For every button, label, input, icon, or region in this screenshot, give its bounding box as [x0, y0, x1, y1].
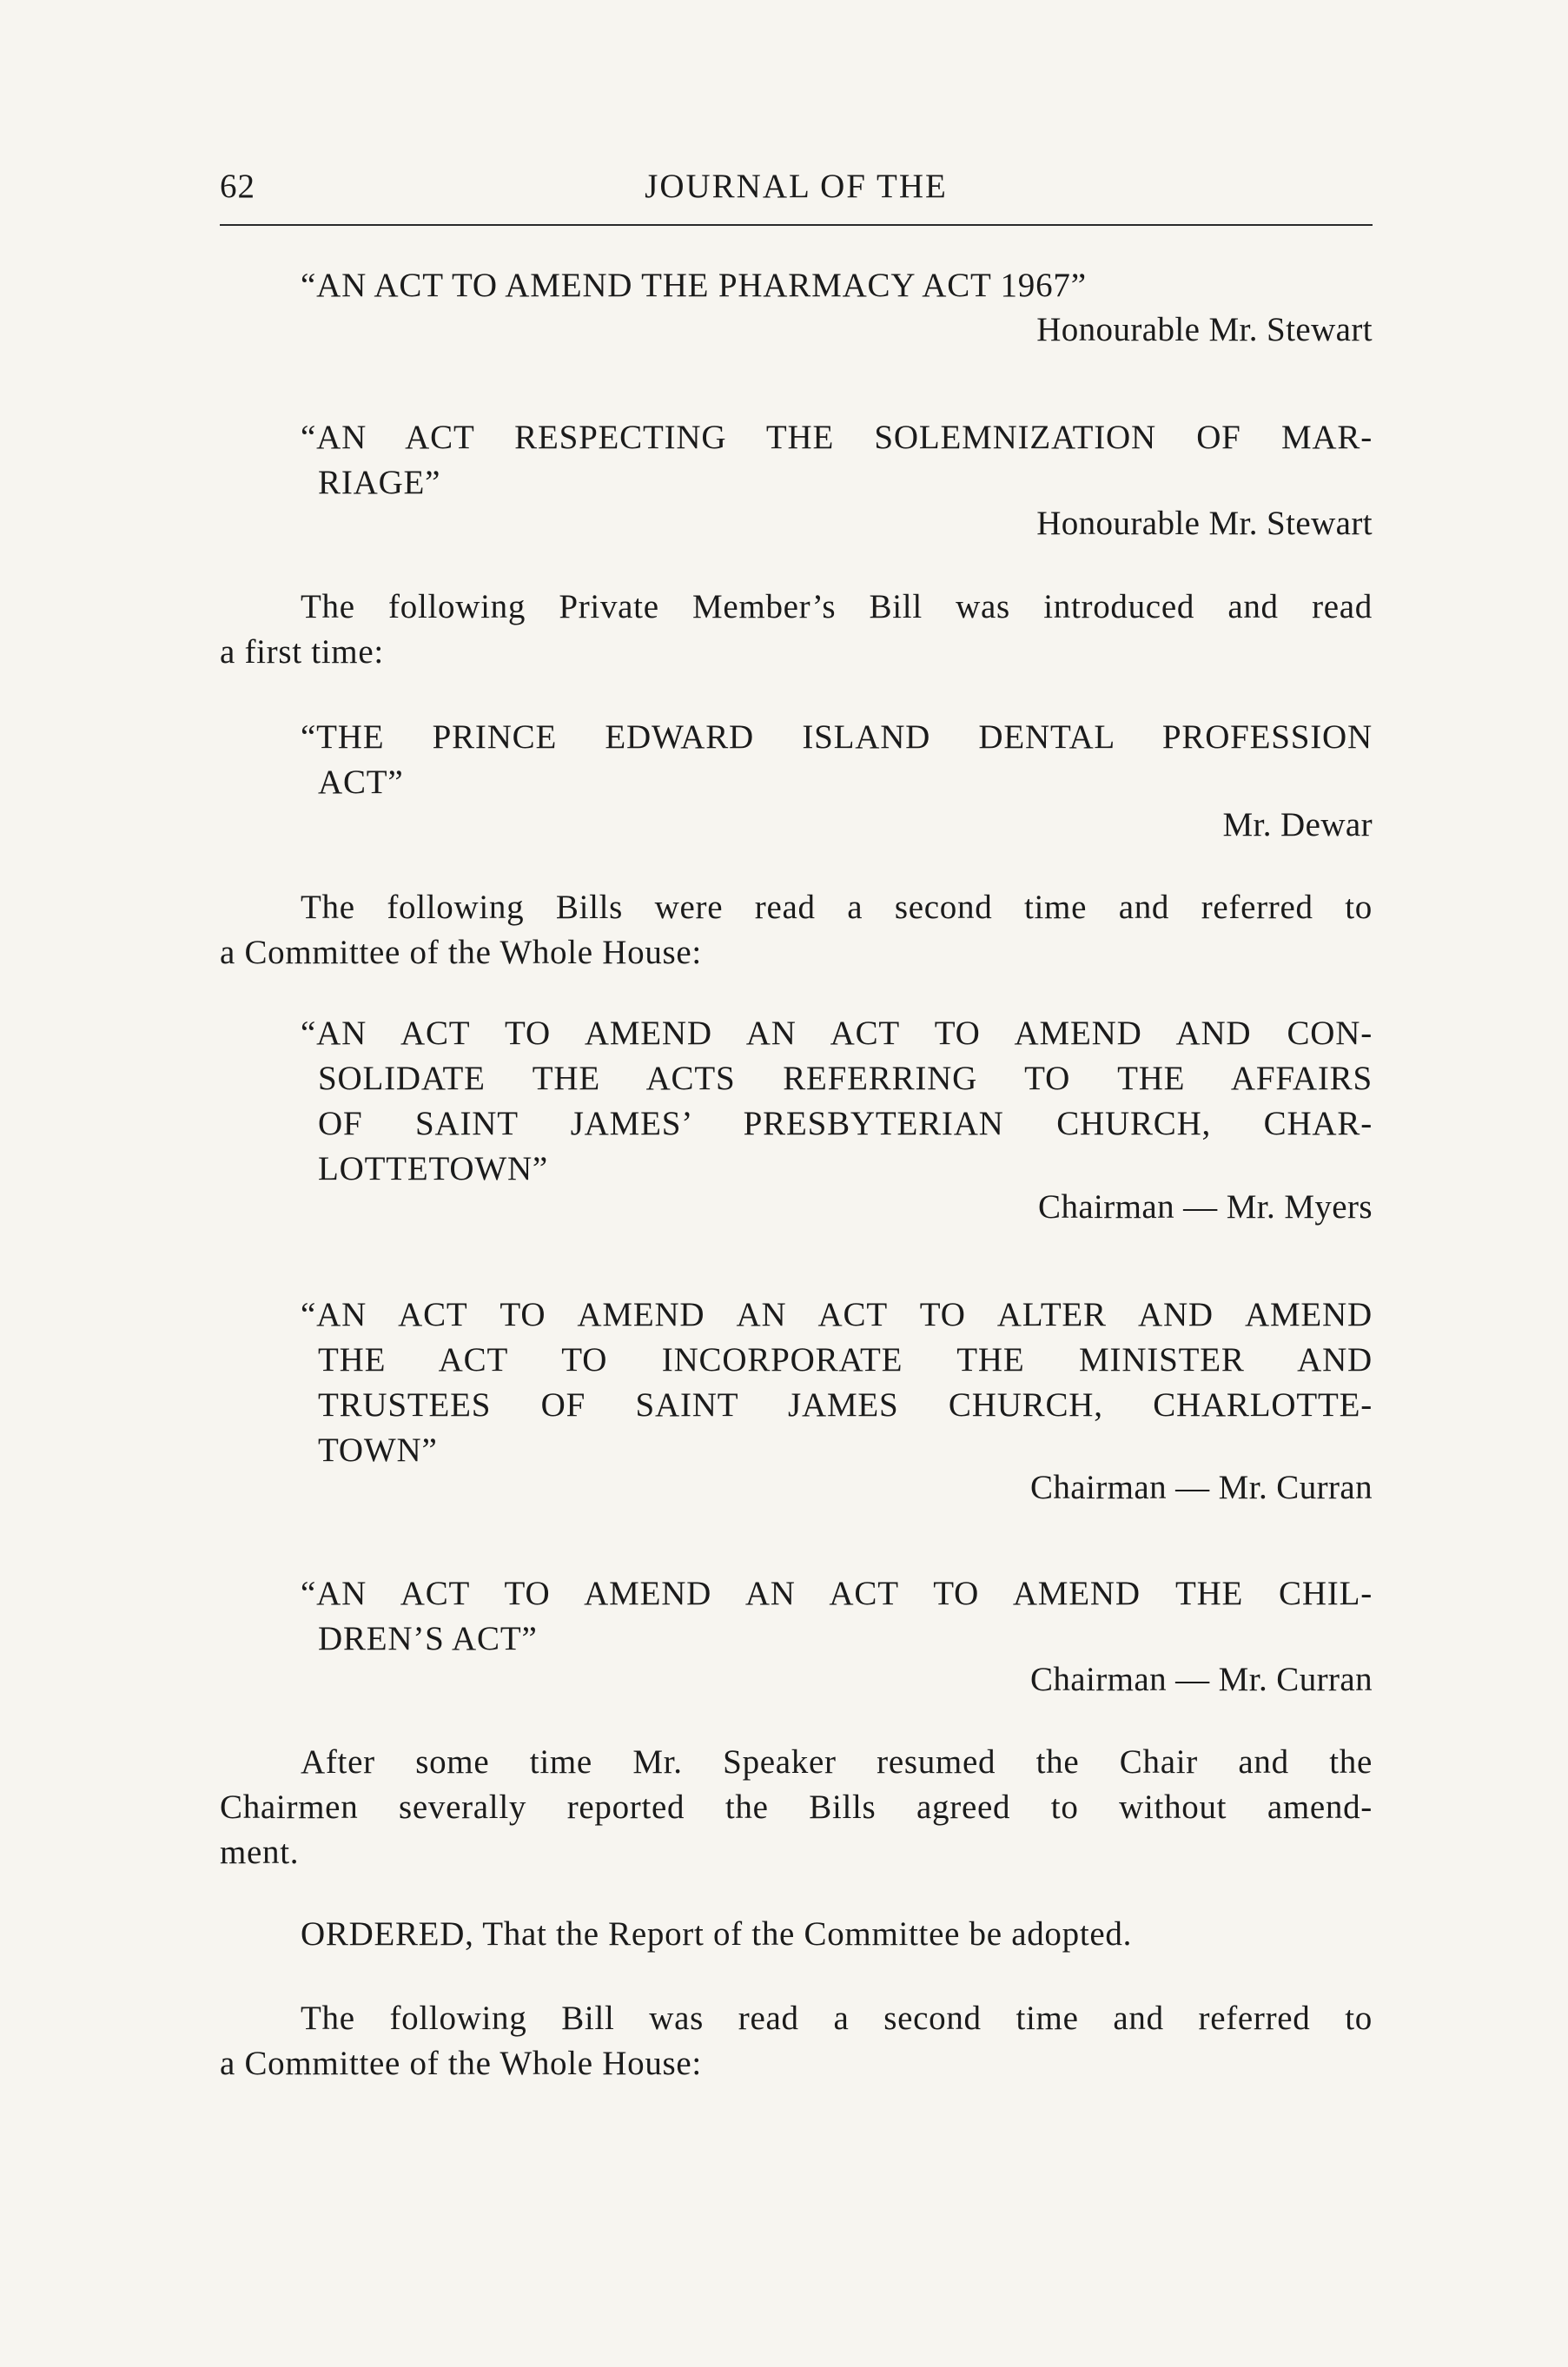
bill-title — [301, 1011, 1373, 1192]
bill-sponsor: Chairman — Mr. Curran — [1029, 1469, 1373, 1506]
bill-title — [301, 1293, 1373, 1473]
bill-title-line: DREN’S ACT” — [318, 1620, 538, 1657]
journal-paragraph — [220, 585, 1373, 675]
paragraph-line: The following Private Member’s Bill was introduced and read — [301, 588, 1373, 625]
journal-paragraph — [220, 885, 1373, 975]
bill-title — [301, 1571, 1373, 1662]
bill-title-line: THE ACT TO INCORPORATE THE MINISTER AND — [318, 1341, 1373, 1379]
paragraph-line: a Committee of the Whole House: — [220, 2045, 702, 2082]
header-rule — [220, 224, 1373, 226]
paragraph-line: ORDERED, That the Report of the Committee be adopted. — [301, 1915, 1133, 1953]
bill-sponsor: Mr. Dewar — [1222, 806, 1373, 843]
bill-title — [301, 715, 1373, 805]
bill-sponsor: Honourable Mr. Stewart — [1036, 505, 1373, 542]
paragraph-line: After some time Mr. Speaker resumed the Chair and the — [301, 1743, 1373, 1781]
bill-title-line: SOLIDATE THE ACTS REFERRING TO THE AFFAIRS — [318, 1060, 1373, 1097]
journal-paragraph — [220, 1912, 1373, 1957]
bill-title-line: “AN ACT TO AMEND AN ACT TO AMEND THE CHIL- — [301, 1575, 1373, 1612]
journal-paragraph — [220, 1740, 1373, 1875]
bill-sponsor: Chairman — Mr. Curran — [1029, 1661, 1373, 1698]
bill-title-line: “AN ACT TO AMEND AN ACT TO AMEND AND CON- — [301, 1015, 1373, 1052]
page-number: 62 — [220, 168, 255, 205]
bill-title — [301, 415, 1373, 506]
bill-title-line: TRUSTEES OF SAINT JAMES CHURCH, CHARLOTTE- — [318, 1386, 1373, 1424]
paragraph-line: The following Bills were read a second time and referred to — [301, 889, 1373, 926]
paragraph-line: ment. — [220, 1834, 300, 1871]
bill-title-line: LOTTETOWN” — [318, 1150, 549, 1187]
paragraph-line: a Committee of the Whole House: — [220, 934, 702, 971]
bill-title-line: OF SAINT JAMES’ PRESBYTERIAN CHURCH, CHAR- — [318, 1105, 1373, 1142]
bill-title — [301, 263, 1373, 308]
bill-title-line: “THE PRINCE EDWARD ISLAND DENTAL PROFESSION — [301, 718, 1373, 756]
paragraph-line: The following Bill was read a second time and referred to — [301, 2000, 1373, 2037]
bill-sponsor: Honourable Mr. Stewart — [1036, 311, 1373, 348]
bill-title-line: “AN ACT TO AMEND THE PHARMACY ACT 1967” — [301, 267, 1087, 304]
bill-title-line: ACT” — [318, 764, 404, 801]
journal-paragraph — [220, 1996, 1373, 2086]
bill-sponsor: Chairman — Mr. Myers — [1038, 1188, 1373, 1226]
bill-title-line: TOWN” — [318, 1431, 438, 1469]
bill-title-line: “AN ACT TO AMEND AN ACT TO ALTER AND AMEND — [301, 1296, 1373, 1333]
page-header — [220, 167, 1373, 219]
paragraph-line: Chairmen severally reported the Bills agreed to without amend- — [220, 1788, 1373, 1826]
bill-title-line: RIAGE” — [318, 464, 441, 501]
paragraph-line: a first time: — [220, 633, 384, 671]
running-head: JOURNAL OF THE — [645, 168, 948, 205]
bill-title-line: “AN ACT RESPECTING THE SOLEMNIZATION OF MAR- — [301, 419, 1373, 456]
